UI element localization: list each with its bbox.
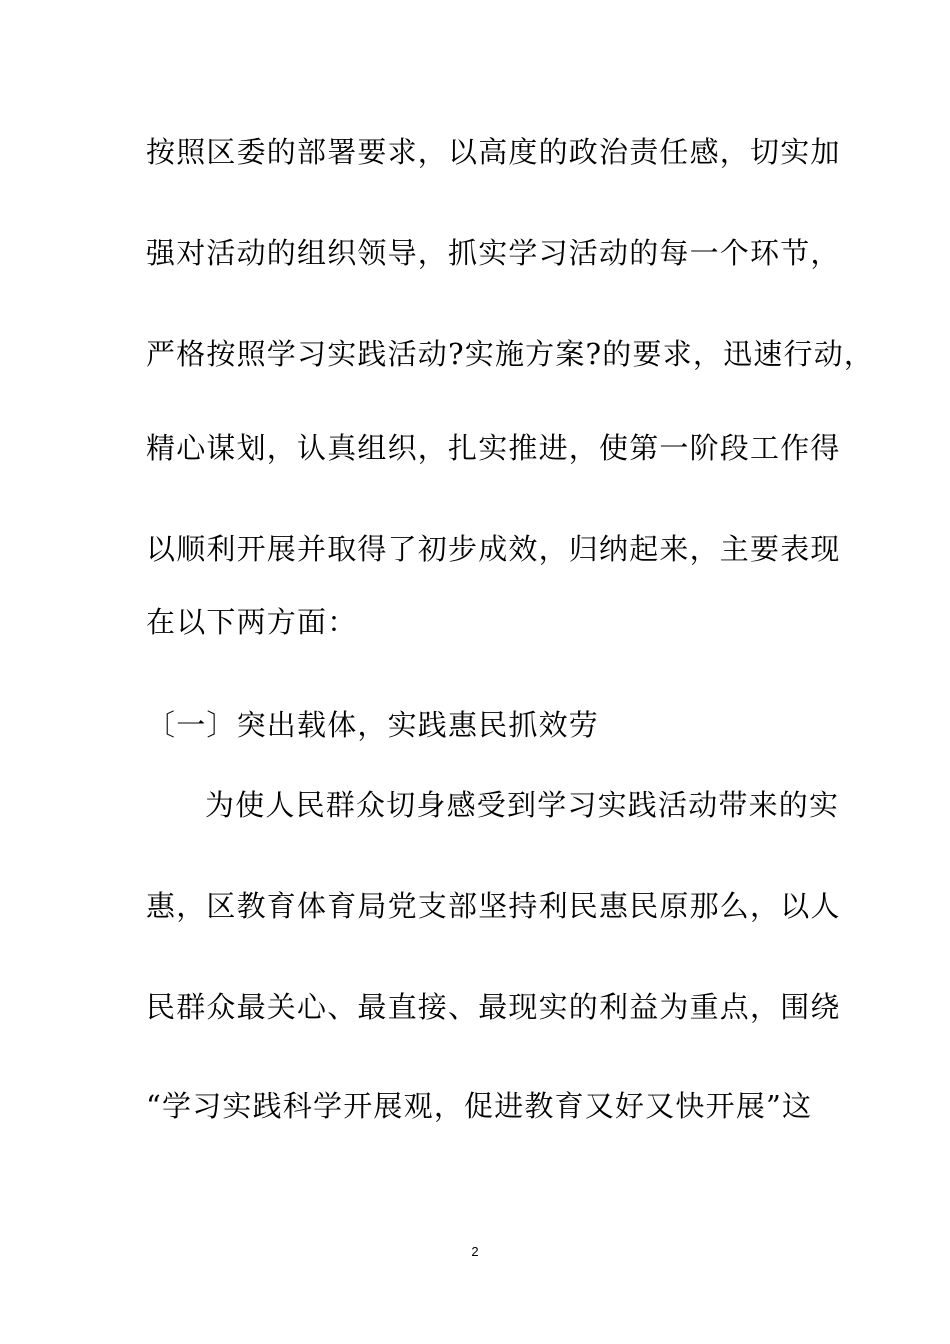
paragraph-2-line-3: 民群众最关心、最直接、最现实的利益为重点，围绕 — [146, 990, 841, 1024]
paragraph-1-line-3: 严格按照学习实践活动?实施方案?的要求，迅速行动， — [146, 337, 875, 371]
paragraph-1-line-2: 强对活动的组织领导，抓实学习活动的每一个环节， — [146, 236, 841, 270]
paragraph-2-line-2: 惠，区教育体育局党支部坚持利民惠民原那么，以人 — [146, 889, 841, 923]
section-heading: 〔一〕突出载体，实践惠民抓效劳 — [146, 708, 600, 742]
page-number: 2 — [471, 1244, 479, 1259]
paragraph-1-line-6: 在以下两方面： — [146, 605, 358, 639]
paragraph-1-line-5: 以顺利开展并取得了初步成效，归纳起来，主要表现 — [146, 532, 841, 566]
paragraph-1-line-1: 按照区委的部署要求，以高度的政治责任感，切实加 — [146, 135, 841, 169]
paragraph-1-line-4: 精心谋划，认真组织，扎实推进，使第一阶段工作得 — [146, 431, 841, 465]
paragraph-2-line-1: 为使人民群众切身感受到学习实践活动带来的实 — [205, 788, 840, 822]
paragraph-2-line-4: “学习实践科学开展观，促进教育又好又快开展”这 — [146, 1089, 813, 1123]
